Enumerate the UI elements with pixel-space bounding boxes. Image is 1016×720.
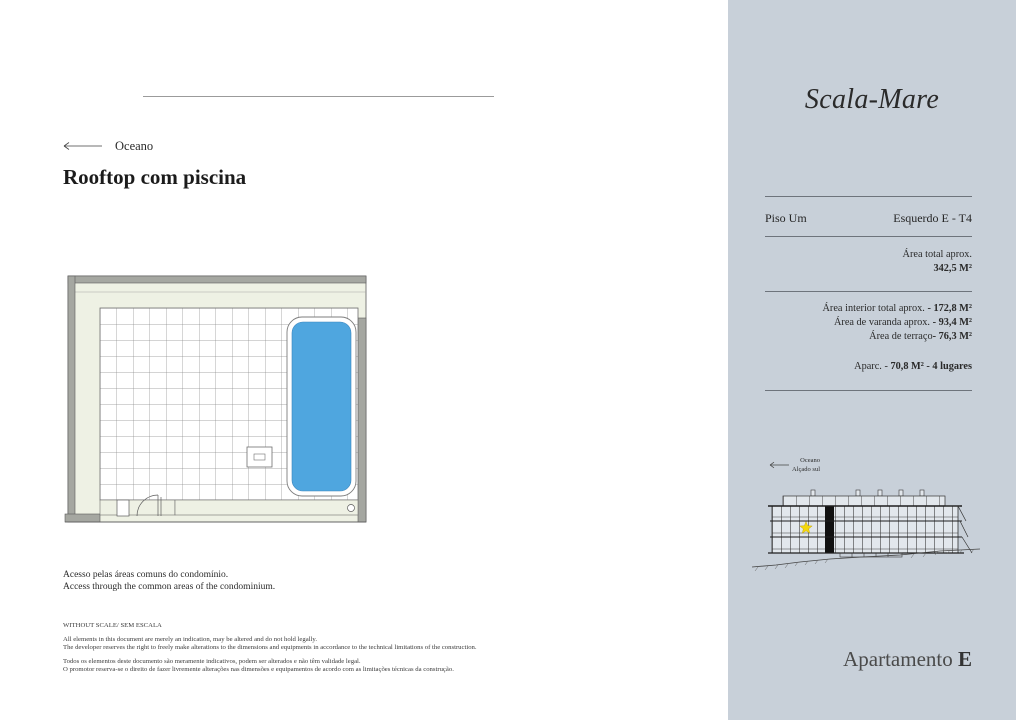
area-value: - 93,4 M² [932,317,972,328]
arrow-left-icon [63,141,103,151]
disclaimer-line: O promotor reserva-se o direito de fazer livremente alterações nas dimensões e equipamentos de acordo com as limitações técnicas da construção. [63,666,454,673]
access-note [63,569,275,593]
disclaimer-en [63,636,477,652]
direction-label: Oceano [115,139,154,153]
info-panel [728,0,1016,720]
area-value: - 76,3 M² [932,331,972,342]
area-row-terrace [765,330,972,344]
floor-drain [247,447,272,467]
divider [765,291,972,292]
stair-box [117,500,129,516]
area-label: Área de varanda aprox. [833,317,931,328]
roof-vents [811,490,924,496]
apartment-name [765,646,972,672]
page-title: Rooftop com piscina [63,165,247,189]
total-area-number: 342,5 M² [933,263,972,274]
top-rule [143,96,494,97]
apartment-letter: E [957,647,972,671]
floor-label: Piso Um [765,211,807,225]
divider [765,390,972,391]
disclaimer-line: All elements in this document are merely an indication, may be altered and do not hold legally. [63,636,317,643]
total-area-value [765,262,972,276]
unit-row [765,211,972,225]
scale-note: WITHOUT SCALE/ SEM ESCALA [63,622,162,629]
parking-row [765,360,972,374]
facade-glazing [772,506,958,553]
access-note-pt: Acesso pelas áreas comuns do condomínio. [63,570,229,580]
apartment-word: Apartamento [843,647,953,671]
stair-core [825,506,834,553]
disclaimer-line: The developer reserves the right to freely make alterations to the dimensions and equipments in accordance to the technical limitations of the construction. [63,644,477,651]
penthouse-glazing [783,496,945,506]
rooftop-floor-plan [60,270,372,526]
elevation-view: Alçado sul [792,466,820,473]
divider [765,236,972,237]
elevation-direction: Oceano [800,457,820,464]
area-value: - 172,8 M² [927,303,972,314]
parking-label: Aparc. - [854,361,888,372]
area-label: Área de terraço [869,331,933,342]
skimmer [348,505,355,512]
top-wall [68,276,366,283]
area-row-balcony [765,316,972,330]
disclaimer-line: Todos os elementos deste documento são meramente indicativos, podem ser alterados e não têm validade legal. [63,658,361,665]
left-wall [68,276,75,515]
access-note-en: Access through the common areas of the condominium. [63,582,276,592]
brand-logo: Scala-Mare [804,84,940,115]
unit-designation: Esquerdo E - T4 [893,211,972,225]
area-row-interior [765,302,972,316]
total-area-label: Área total aprox. [902,249,972,260]
pool-water [292,322,351,491]
area-label: Área interior total aprox. [822,303,925,314]
divider [765,196,972,197]
bottom-left-wall [65,514,100,522]
disclaimer [63,622,477,674]
parking-value: 70,8 M² - 4 lugares [890,361,972,372]
right-wall [358,318,366,522]
pool-edge-strip [175,500,358,515]
building-elevation [748,450,988,575]
disclaimer-pt [63,658,477,674]
